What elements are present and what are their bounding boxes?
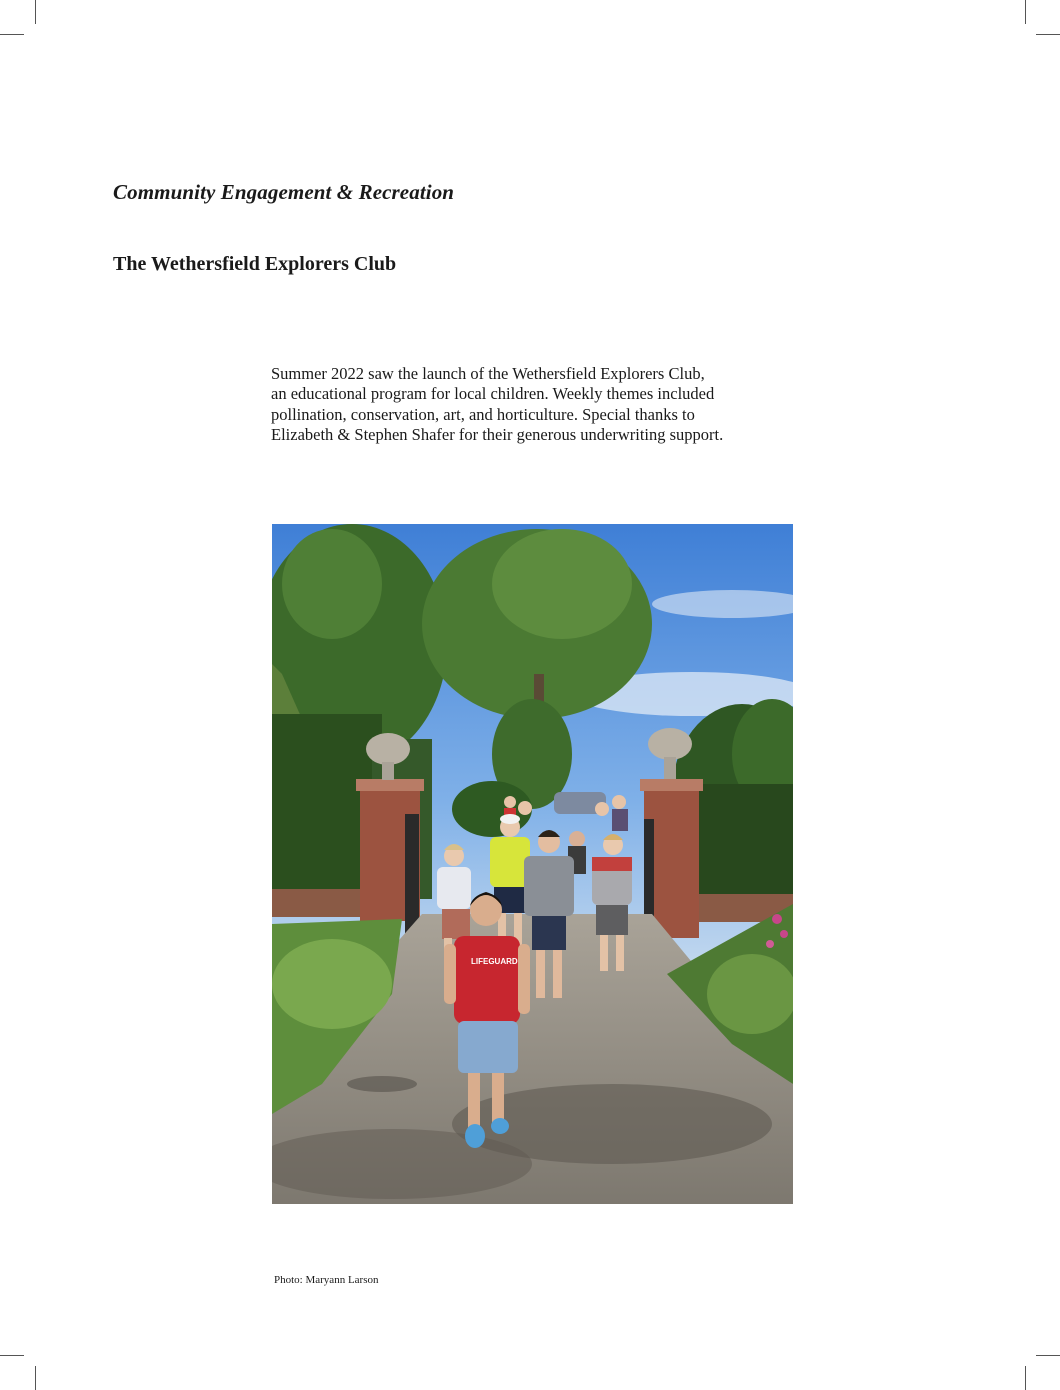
body-line: pollination, conservation, art, and horticulture. Special thanks to: [271, 404, 695, 424]
crop-mark: [35, 1366, 36, 1390]
photo-children-garden-gate: [272, 524, 793, 1204]
body-paragraph: [271, 364, 791, 445]
article-title: The Wethersfield Explorers Club: [113, 253, 397, 275]
crop-mark: [1036, 34, 1060, 35]
body-line: Elizabeth & Stephen Shafer for their generous underwriting support.: [271, 424, 724, 444]
crop-mark: [1025, 0, 1026, 24]
crop-mark: [0, 34, 24, 35]
body-line: an educational program for local children. Weekly themes included: [271, 384, 715, 404]
crop-mark: [0, 1355, 24, 1356]
photo-caption: Photo: Maryann Larson: [274, 1274, 379, 1286]
body-line: Summer 2022 saw the launch of the Wethersfield Explorers Club,: [271, 364, 705, 383]
section-label: Community Engagement & Recreation: [113, 180, 455, 204]
shirt-lettering: LIFEGUARD: [471, 957, 518, 966]
crop-mark: [1036, 1355, 1060, 1356]
crop-mark: [35, 0, 36, 24]
crop-mark: [1025, 1366, 1026, 1390]
